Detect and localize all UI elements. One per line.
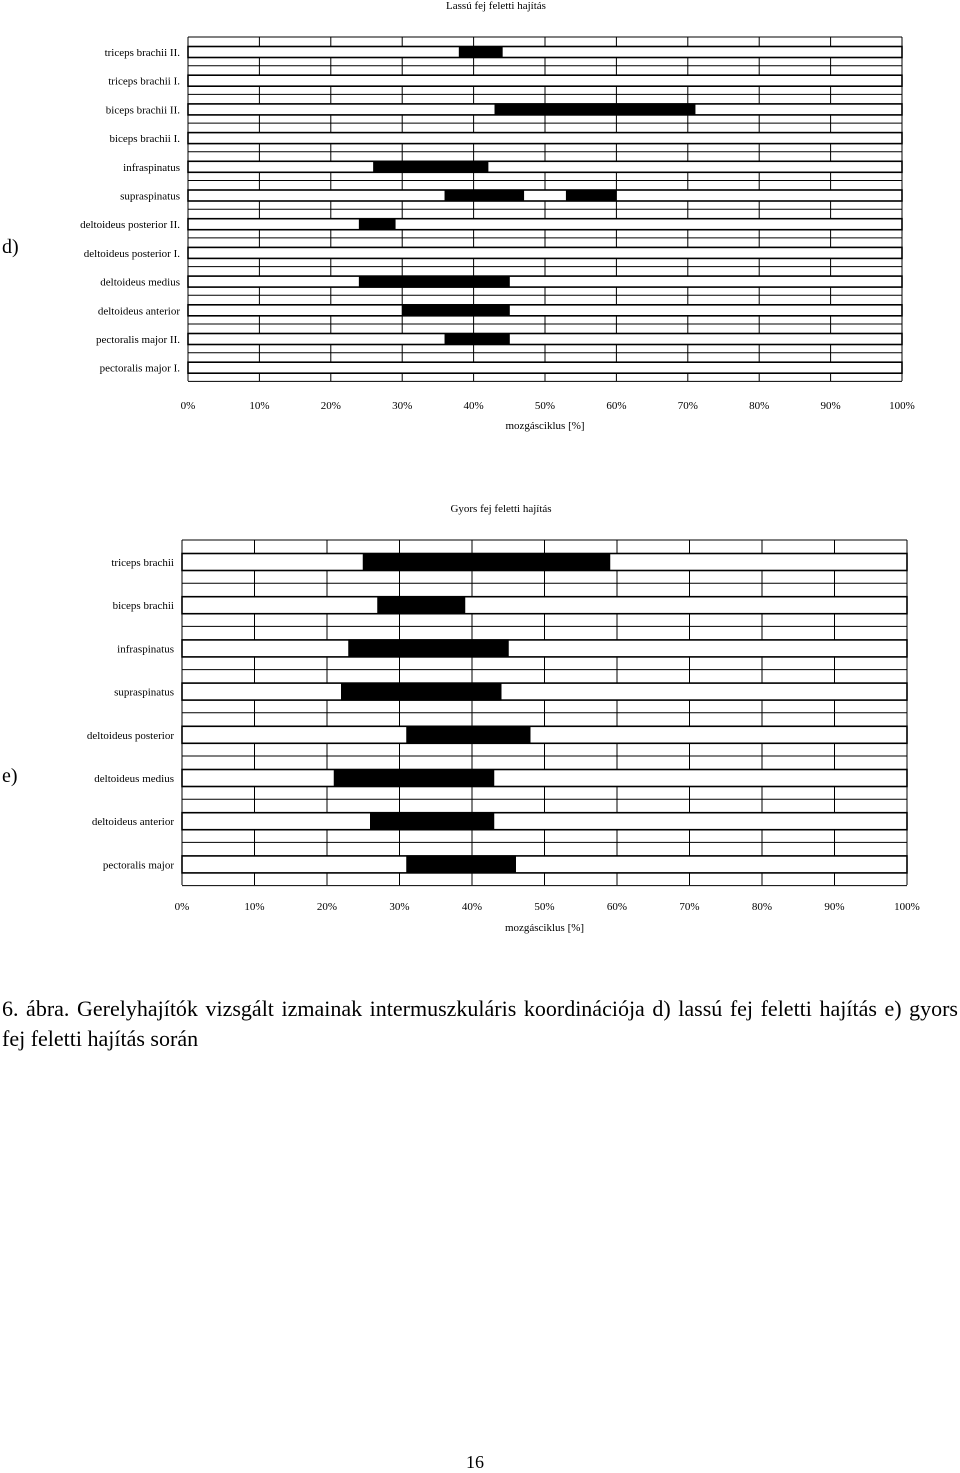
chart-d-category-label: supraspinatus xyxy=(120,190,180,203)
panel-label-d: d) xyxy=(2,236,19,258)
chart-e-active-bar xyxy=(371,813,494,830)
chart-d-category-label: deltoideus medius xyxy=(100,276,180,289)
chart-e-x-axis-label: mozgásciklus [%] xyxy=(504,922,585,934)
chart-e-active-bar xyxy=(407,856,516,873)
chart-d-category-label: biceps brachii II. xyxy=(105,104,180,117)
chart-e-category-label: deltoideus medius xyxy=(94,773,174,785)
chart-e-active-bar xyxy=(349,640,509,657)
chart-e-tick-label: 0% xyxy=(174,901,190,913)
chart-e-category-label: supraspinatus xyxy=(114,686,174,699)
chart-d-category-label: deltoideus anterior xyxy=(97,305,180,318)
chart-e-tick-label: 80% xyxy=(751,901,773,913)
chart-e-active-bar xyxy=(363,554,610,571)
chart-e-bar-background xyxy=(182,726,907,743)
chart-d-category-label: deltoideus posterior I. xyxy=(83,247,180,260)
chart-d-tick-label: 10% xyxy=(249,400,270,412)
chart-d-tick-label: 50% xyxy=(534,400,556,412)
chart-e-bar-background xyxy=(182,640,907,657)
figure-caption: 6. ábra. Gerelyhajítók vizsgált izmainak intermuszkuláris koordinációja d) lassú fej feletti hajítás e) gyors fej feletti hajítás során xyxy=(2,996,958,1051)
chart-d-tick-label: 80% xyxy=(749,400,770,412)
chart-e-active-bar xyxy=(342,683,502,700)
chart-d-tick-label: 40% xyxy=(463,400,484,412)
chart-e-active-bar xyxy=(334,770,494,787)
chart-e-bar-background xyxy=(182,770,907,787)
chart-e-category-label: pectoralis major xyxy=(102,859,174,872)
chart-e-bar-background xyxy=(182,683,907,700)
chart-d-tick-label: 60% xyxy=(606,400,627,412)
chart-e-active-bar xyxy=(407,726,530,743)
chart-e-category-label: biceps brachii xyxy=(112,600,174,613)
chart-e-category-label: deltoideus posterior xyxy=(86,729,174,742)
chart-d-category-label: pectoralis major I. xyxy=(99,362,180,375)
chart-d-tick-label: 0% xyxy=(180,400,196,412)
chart-e-tick-label: 60% xyxy=(606,901,628,913)
chart-d-tick-label: 70% xyxy=(677,400,698,412)
chart-d-category-label: triceps brachii I. xyxy=(108,75,180,88)
chart-e-category-label: infraspinatus xyxy=(117,643,174,656)
chart-d-x-axis-label: mozgásciklus [%] xyxy=(505,420,585,432)
chart-e-tick-label: 40% xyxy=(461,901,483,913)
chart-e-bar-background xyxy=(182,856,907,873)
chart-d-category-label: triceps brachii II. xyxy=(104,47,180,59)
chart-e-tick-label: 90% xyxy=(824,901,845,913)
chart-d-category-label: infraspinatus xyxy=(123,161,180,174)
chart-d-tick-label: 20% xyxy=(320,400,341,412)
chart-d-category-label: pectoralis major II. xyxy=(96,334,180,346)
chart-e-bar-background xyxy=(182,597,907,614)
chart-e-category-label: triceps brachii xyxy=(111,557,174,569)
chart-e-category-label: deltoideus anterior xyxy=(91,816,174,829)
chart-d-tick-label: 30% xyxy=(392,400,413,412)
chart-e-active-bar xyxy=(378,597,465,614)
chart-d-tick-label: 90% xyxy=(820,400,841,412)
chart-d-tick-label: 100% xyxy=(889,400,915,412)
chart-e-tick-label: 100% xyxy=(894,901,920,913)
chart-e-tick-label: 70% xyxy=(679,901,700,913)
panel-label-e: e) xyxy=(2,765,18,787)
chart-d-category-label: biceps brachii I. xyxy=(109,133,180,146)
chart-d-title: Lassú fej feletti hajítás xyxy=(446,0,546,12)
chart-e-tick-label: 50% xyxy=(534,901,555,913)
chart-e-title: Gyors fej feletti hajítás xyxy=(450,503,552,515)
chart-e-tick-label: 20% xyxy=(316,901,338,913)
chart-e-bar-background xyxy=(182,813,907,830)
chart-e-tick-label: 10% xyxy=(244,901,265,913)
chart-d-category-label: deltoideus posterior II. xyxy=(80,219,180,232)
page-number: 16 xyxy=(466,1452,484,1472)
chart-e-tick-label: 30% xyxy=(389,901,410,913)
